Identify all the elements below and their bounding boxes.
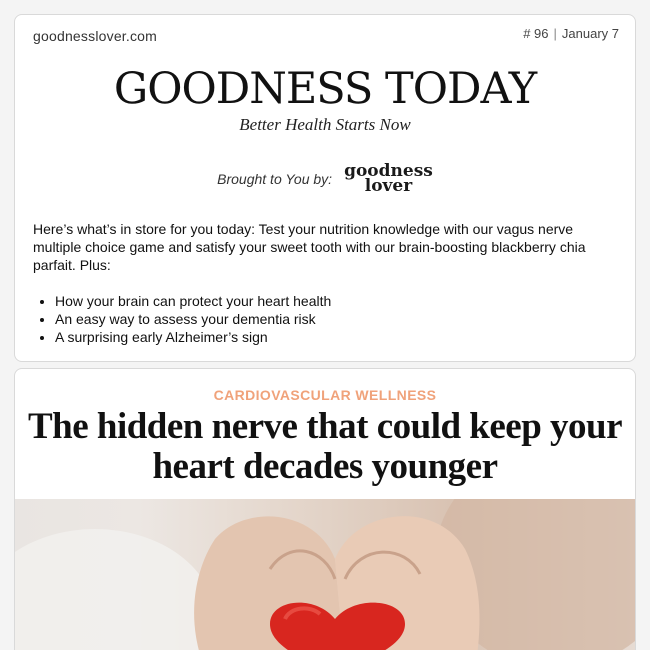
intro-bullet-list <box>55 292 331 346</box>
article-headline[interactable]: The hidden nerve that could keep your heart decades younger <box>27 406 623 487</box>
sponsor-logo-line1: goodness <box>344 161 433 181</box>
issue-separator: | <box>553 26 557 41</box>
list-item: • How your brain can protect your heart health <box>55 292 331 310</box>
hands-holding-heart-illustration <box>15 499 635 650</box>
masthead-logo: GOODNESS TODAY <box>113 64 537 114</box>
article-hero-image[interactable] <box>15 499 635 650</box>
sponsor-logo[interactable] <box>344 161 433 196</box>
issue-meta <box>523 26 619 41</box>
site-url-link[interactable]: goodnesslover.com <box>33 28 158 44</box>
newsletter-header-card <box>14 14 636 362</box>
sponsor-logo-line2: lover <box>364 176 413 196</box>
sponsor-row <box>15 159 635 199</box>
intro-paragraph: Here’s what’s in store for you today: Test your nutrition knowledge with our vagus nerve multiple choice game and satisfy your sweet tooth with our brain-boosting blackberry chia parfait. Plus: <box>33 221 586 273</box>
list-item: • An easy way to assess your dementia risk <box>55 310 331 328</box>
issue-number: # 96 <box>523 26 549 41</box>
article-category: CARDIOVASCULAR WELLNESS <box>213 387 437 403</box>
article-card[interactable] <box>14 368 636 650</box>
issue-date: January 7 <box>561 26 619 41</box>
list-item: • A surprising early Alzheimer’s sign <box>55 328 331 346</box>
sponsor-label: Brought to You by: <box>217 171 333 187</box>
masthead-tagline: Better Health Starts Now <box>239 115 411 134</box>
